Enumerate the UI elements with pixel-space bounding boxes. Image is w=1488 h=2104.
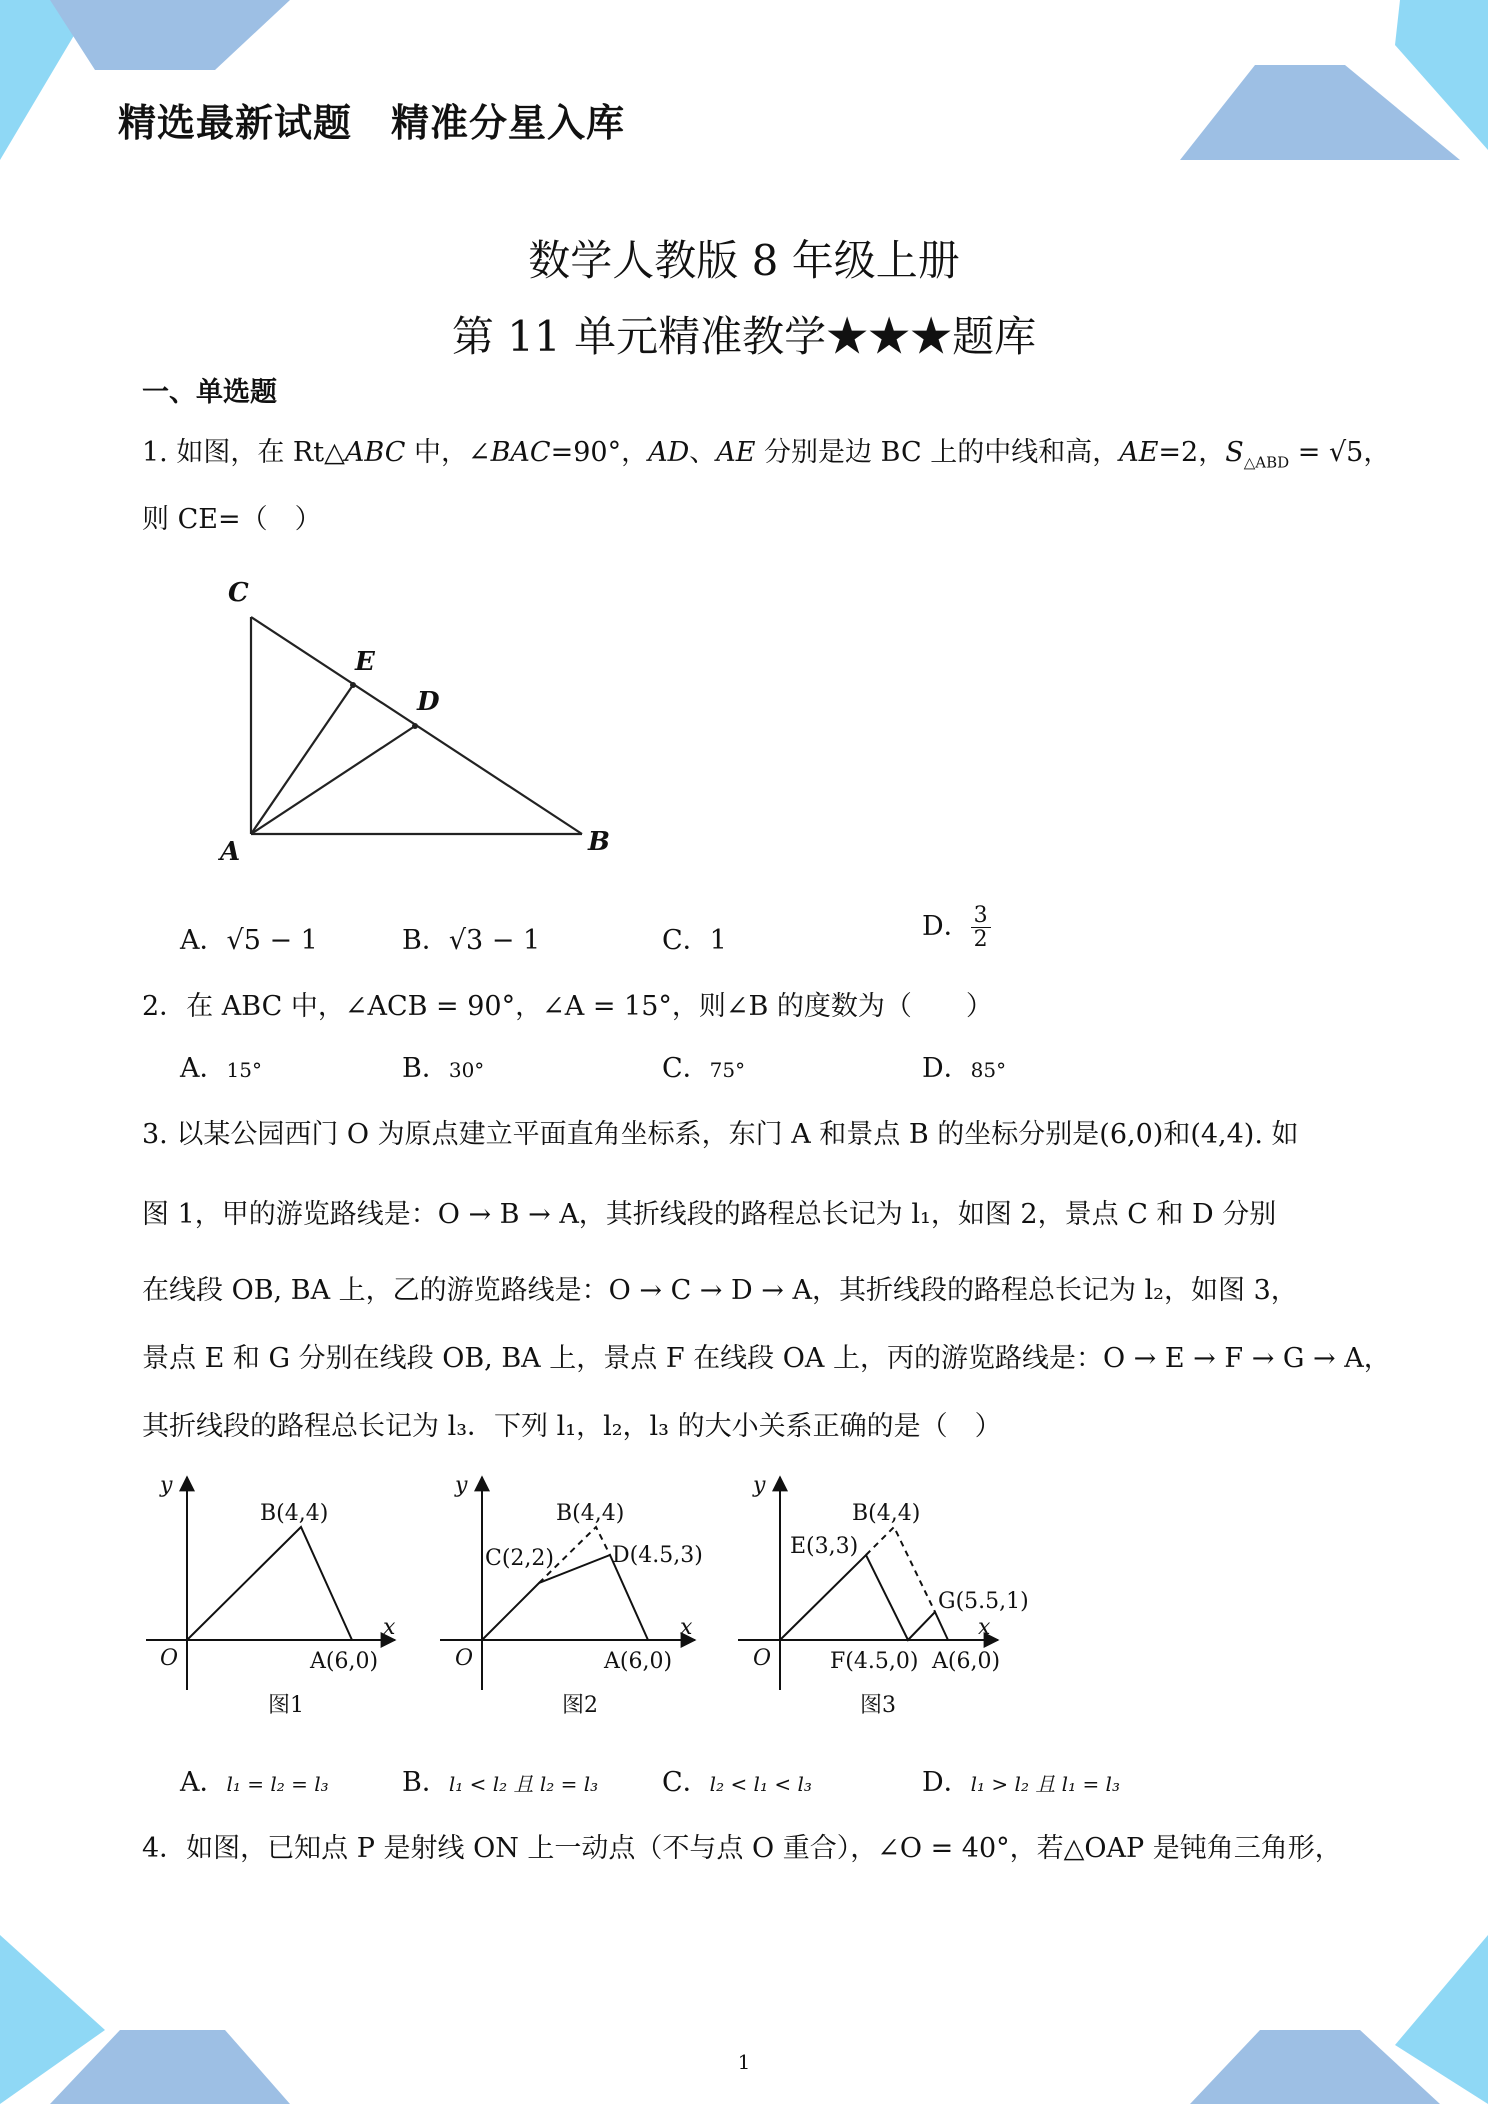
svg-text:A(6,0): A(6,0) (932, 1649, 1001, 1674)
top-left-band (50, 0, 290, 70)
q2-option-b[interactable]: B．30° (402, 1053, 485, 1084)
q3-line2: 图 1，甲的游览路线是：O → B → A，其折线段的路程总长记为 l₁，如图 2，景点 C 和 D 分别 (142, 1199, 1277, 1230)
q1-label-e: E (355, 647, 375, 677)
svg-text:图2: 图2 (562, 1693, 598, 1718)
svg-text:O: O (753, 1646, 772, 1671)
svg-text:x: x (680, 1615, 693, 1640)
svg-text:B(4,4): B(4,4) (852, 1501, 921, 1526)
q3-line1: 3. 以某公园西门 O 为原点建立平面直角坐标系，东门 A 和景点 B 的坐标分别是(6,0)和(4,4). 如 (142, 1119, 1299, 1150)
svg-text:O: O (455, 1646, 474, 1671)
svg-text:图3: 图3 (860, 1693, 896, 1718)
q1-label-a: A (220, 837, 241, 867)
svg-text:x: x (978, 1615, 991, 1640)
q3-figure-1 (146, 1473, 396, 1718)
q3-figure-3 (738, 1473, 1029, 1718)
section-heading: 一、单选题 (142, 377, 277, 408)
top-right-band (1180, 65, 1460, 160)
svg-text:C(2,2): C(2,2) (485, 1546, 554, 1571)
svg-text:y: y (455, 1473, 468, 1498)
q2-option-d[interactable]: D．85° (922, 1053, 1007, 1084)
svg-text:E(3,3): E(3,3) (790, 1534, 859, 1559)
q4-text: 4．如图，已知点 P 是射线 ON 上一动点（不与点 O 重合），∠O = 40°，若△OAP 是钝角三角形， (142, 1833, 1342, 1864)
q1-option-a[interactable]: A．√5 − 1 (180, 925, 318, 956)
q1-option-b[interactable]: B．√3 − 1 (402, 925, 541, 956)
q2-option-c[interactable]: C．75° (662, 1053, 746, 1084)
svg-text:y: y (160, 1473, 173, 1498)
q1-triangle-figure (215, 570, 635, 870)
q2-text: 2．在 ABC 中，∠ACB = 90°，∠A = 15°，则∠B 的度数为（ ） (142, 991, 993, 1022)
q3-option-d[interactable]: D．l₁ > l₂ 且 l₁ = l₃ (922, 1767, 1120, 1798)
svg-text:x: x (383, 1615, 396, 1640)
q1-line2: 则 CE=（ ） (142, 504, 322, 535)
q3-line3: 在线段 OB, BA 上，乙的游览路线是：O → C → D → A，其折线段的路程总长记为 l₂，如图 3， (142, 1275, 1298, 1306)
q2-option-a[interactable]: A．15° (180, 1053, 262, 1084)
svg-text:B(4,4): B(4,4) (260, 1501, 329, 1526)
svg-text:G(5.5,1): G(5.5,1) (938, 1589, 1029, 1614)
svg-text:O: O (160, 1646, 179, 1671)
page-number: 1 (737, 2050, 751, 2074)
svg-text:F(4.5,0): F(4.5,0) (830, 1649, 919, 1674)
q3-line4: 景点 E 和 G 分别在线段 OB, BA 上，景点 F 在线段 OA 上，丙的游览路线是：O → E → F → G → A， (142, 1343, 1391, 1374)
svg-text:图1: 图1 (268, 1693, 304, 1718)
q1-option-d[interactable]: D． $\frac{3}{2}$ (922, 904, 991, 951)
svg-text:y: y (753, 1473, 766, 1498)
q1-option-c[interactable]: C．1 (662, 925, 727, 956)
svg-text:D(4.5,3): D(4.5,3) (612, 1543, 703, 1568)
doc-title-line1: 数学人教版 8 年级上册 (528, 236, 960, 285)
q1-line1: 1. 如图，在 Rt△ABC 中，∠BAC=90°，AD、AE 分别是边 BC 上的中线和高，AE=2，$S_{\triangle ABD} = √5$， (142, 437, 1391, 472)
doc-title-line2: 第 11 单元精准教学★★★题库 (451, 312, 1037, 361)
q3-line5: 其折线段的路程总长记为 l₃．下列 l₁，l₂，l₃ 的大小关系正确的是（ ） (142, 1411, 1002, 1442)
q3-option-b[interactable]: B．l₁ < l₂ 且 l₂ = l₃ (402, 1767, 599, 1798)
header-slogan: 精选最新试题 精准分星入库 (118, 101, 626, 145)
q1-label-c: C (228, 578, 249, 608)
svg-text:A(6,0): A(6,0) (604, 1649, 673, 1674)
q1-label-b: B (588, 827, 610, 857)
svg-text:A(6,0): A(6,0) (310, 1649, 379, 1674)
q3-figures (140, 1462, 1060, 1732)
svg-text:B(4,4): B(4,4) (556, 1501, 625, 1526)
q3-figure-2 (440, 1473, 703, 1718)
q3-option-a[interactable]: A．l₁ = l₂ = l₃ (180, 1767, 329, 1798)
q3-option-c[interactable]: C．l₂ < l₁ < l₃ (662, 1767, 812, 1798)
q1-label-d: D (417, 687, 440, 717)
